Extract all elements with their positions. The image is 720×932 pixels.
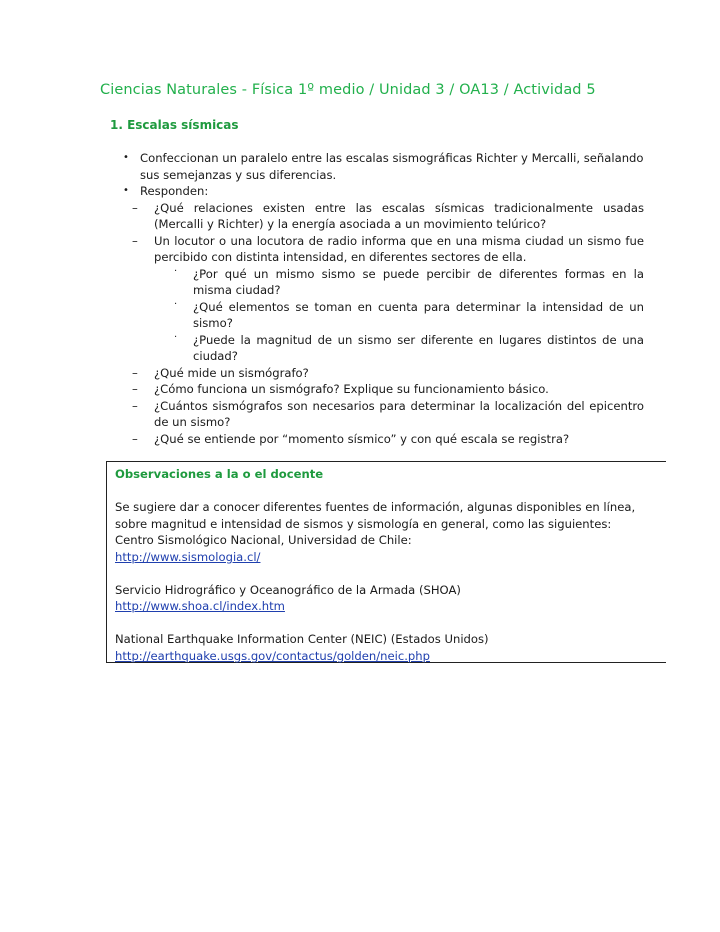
- spacer: [115, 615, 655, 632]
- bullet-icon: •: [123, 185, 129, 196]
- dot-icon: ·: [174, 298, 178, 310]
- sub-question-item: [154, 332, 644, 365]
- spacer: [115, 483, 655, 500]
- dot-icon: ·: [174, 265, 178, 277]
- dash-icon: –: [132, 398, 138, 413]
- source-link-shoa[interactable]: http://www.shoa.cl/index.htm: [115, 599, 285, 613]
- page-title: Ciencias Naturales - Física 1º medio / Unidad 3 / OA13 / Actividad 5: [100, 82, 596, 98]
- question-item: [120, 398, 644, 431]
- activity-list: [120, 150, 644, 200]
- list-item: [120, 150, 644, 183]
- list-item-text: Confeccionan un paralelo entre las escalas sismográficas Richter y Mercalli, señalando sus semejanzas y sus diferencias.: [140, 151, 644, 182]
- question-item: [120, 365, 644, 382]
- source-link-neic[interactable]: http://earthquake.usgs.gov/contactus/golden/neic.php: [115, 648, 430, 663]
- question-item: [120, 200, 644, 233]
- observations-intro: Se sugiere dar a conocer diferentes fuentes de información, algunas disponibles en línea, sobre magnitud e intensidad de sismos y sismología en general, como las siguientes:: [115, 500, 636, 531]
- dash-icon: –: [132, 365, 138, 380]
- bullet-icon: •: [123, 152, 129, 163]
- sub-question-text: ¿Por qué un mismo sismo se puede percibir de diferentes formas en la misma ciudad?: [193, 266, 644, 297]
- spacer: [115, 565, 655, 582]
- question-text: Un locutor o una locutora de radio informa que en una misma ciudad un sismo fue percibido con distinta intensidad, en diferentes sectores de ella.: [154, 233, 644, 264]
- source-name: National Earthquake Information Center (NEIC) (Estados Unidos): [115, 632, 489, 646]
- dash-icon: –: [132, 431, 138, 446]
- list-item: [120, 183, 644, 200]
- sub-question-list: [154, 266, 644, 365]
- question-item: [120, 431, 644, 448]
- sub-question-item: [154, 299, 644, 332]
- dash-icon: –: [132, 200, 138, 215]
- sub-question-text: ¿Qué elementos se toman en cuenta para determinar la intensidad de un sismo?: [193, 299, 644, 330]
- question-list: [120, 200, 644, 448]
- question-item: [120, 381, 644, 398]
- dash-icon: –: [132, 233, 138, 248]
- source-name: Servicio Hidrográfico y Oceanográfico de la Armada (SHOA): [115, 582, 461, 597]
- dot-icon: ·: [174, 331, 178, 343]
- dash-icon: –: [132, 382, 138, 396]
- question-text: ¿Cuántos sismógrafos son necesarios para determinar la localización del epicentro de un sismo?: [154, 398, 644, 429]
- question-text: ¿Cómo funciona un sismógrafo? Explique su funcionamiento básico.: [154, 382, 549, 396]
- source-link-sismologia[interactable]: http://www.sismologia.cl/: [115, 549, 261, 564]
- section-heading: 1. Escalas sísmicas: [110, 118, 239, 132]
- list-item-text: Responden:: [140, 184, 209, 198]
- teacher-observations-box: [106, 461, 666, 663]
- question-text: ¿Qué mide un sismógrafo?: [154, 365, 309, 380]
- question-text: ¿Qué relaciones existen entre las escalas sísmicas tradicionalmente usadas (Mercalli y Richter) y la energía asociada a un movimiento telúrico?: [154, 200, 644, 231]
- question-item: [120, 233, 644, 365]
- observations-title: Observaciones a la o el docente: [115, 467, 324, 481]
- teacher-observations-content: [115, 466, 655, 664]
- activity-content: [120, 150, 644, 447]
- question-text: ¿Qué se entiende por “momento sísmico” y con qué escala se registra?: [154, 431, 570, 446]
- sub-question-text: ¿Puede la magnitud de un sismo ser diferente en lugares distintos de una ciudad?: [193, 332, 644, 363]
- source-name: Centro Sismológico Nacional, Universidad de Chile:: [115, 533, 412, 547]
- sub-question-item: [154, 266, 644, 299]
